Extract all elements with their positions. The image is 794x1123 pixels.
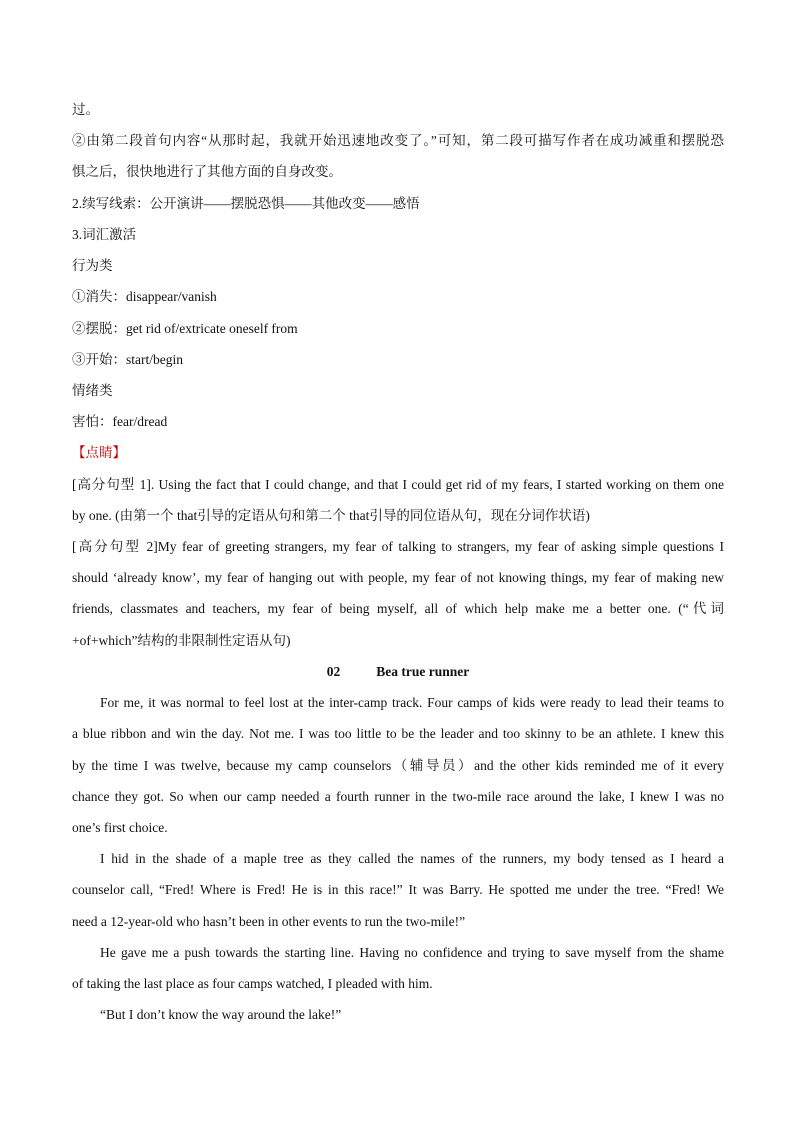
text-line: 2.续写线索：公开演讲——摆脱恐惧——其他改变——感悟 bbox=[72, 196, 420, 211]
text-line: ①消失：disappear/vanish bbox=[72, 289, 217, 304]
text-line: a blue ribbon and win the day. Not me. I was too little to be the leader and too skinny to be an athlete. I knew this bbox=[72, 726, 724, 741]
text-line: 惧之后，很快地进行了其他方面的自身改变。 bbox=[72, 164, 342, 179]
text-line: should ‘already know’, my fear of hanging out with people, my fear of not knowing things, my fear of making new bbox=[72, 570, 724, 585]
text-line: [高分句型 2]My fear of greeting strangers, my fear of talking to strangers, my fear of asking simple questions I bbox=[72, 539, 724, 554]
text-line: friends, classmates and teachers, my fear of being myself, all of which help make me a better one. (“代词 bbox=[72, 601, 724, 616]
text-line: ②摆脱：get rid of/extricate oneself from bbox=[72, 321, 298, 336]
text-line: 行为类 bbox=[72, 258, 113, 273]
text-line: 情绪类 bbox=[72, 383, 113, 398]
text-line: “But I don’t know the way around the lake!” bbox=[100, 1007, 342, 1022]
passage-number: 02 bbox=[326, 664, 341, 679]
text-line: chance they got. So when our camp needed a fourth runner in the two-mile race around the lake, I knew I was no bbox=[72, 789, 724, 804]
text-line: He gave me a push towards the starting line. Having no confidence and trying to save myself from the shame bbox=[100, 945, 724, 960]
text-line: I hid in the shade of a maple tree as they called the names of the runners, my body tensed as I heard a bbox=[100, 851, 724, 866]
text-line: one’s first choice. bbox=[72, 820, 168, 835]
text-line: +of+which”结构的非限制性定语从句) bbox=[72, 633, 291, 648]
section-label: 【点睛】 bbox=[72, 445, 126, 460]
text-line: need a 12-year-old who hasn’t been in other events to run the two-mile!” bbox=[72, 914, 466, 929]
text-line: For me, it was normal to feel lost at the inter-camp track. Four camps of kids were ready to lead their teams to bbox=[100, 695, 724, 710]
passage-title: Bea true runner bbox=[376, 664, 470, 679]
text-line: 过。 bbox=[72, 102, 99, 117]
text-line: 害怕：fear/dread bbox=[72, 414, 168, 429]
text-line: ③开始：start/begin bbox=[72, 352, 183, 367]
text-line: by one. (由第一个 that引导的定语从句和第二个 that引导的同位语从句，现在分词作状语) bbox=[72, 508, 590, 523]
text-line: ②由第二段首句内容“从那时起，我就开始迅速地改变了。”可知，第二段可描写作者在成功减重和摆脱恐 bbox=[72, 133, 724, 148]
text-line: by the time I was twelve, because my camp counselors（辅导员）and the other kids reminded me of it every bbox=[72, 758, 724, 773]
text-line: 3.词汇激活 bbox=[72, 227, 137, 242]
text-line: counselor call, “Fred! Where is Fred! He is in this race!” It was Barry. He spotted me under the tree. “Fred! We bbox=[72, 882, 724, 897]
text-line: [高分句型 1]. Using the fact that I could change, and that I could get rid of my fears, I started working on them one bbox=[72, 477, 724, 492]
text-line: of taking the last place as four camps watched, I pleaded with him. bbox=[72, 976, 433, 991]
passage-heading bbox=[72, 663, 724, 681]
